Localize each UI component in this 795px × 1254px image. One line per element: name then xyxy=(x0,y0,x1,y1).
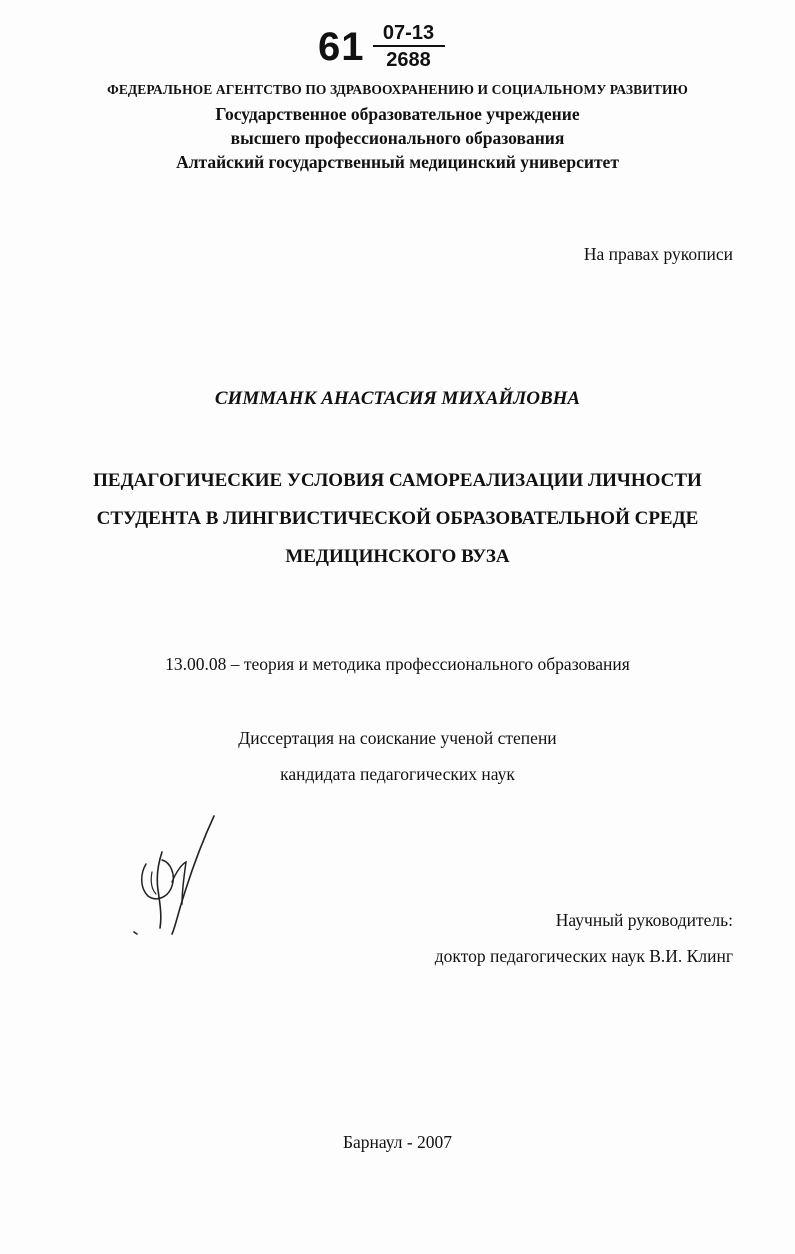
thesis-title-line-2: СТУДЕНТА В ЛИНГВИСТИЧЕСКОЙ ОБРАЗОВАТЕЛЬНОЙ СРЕДЕ xyxy=(96,508,699,529)
handwritten-signature-icon xyxy=(128,812,228,944)
dissertation-line-2: кандидата педагогических наук xyxy=(280,764,515,784)
stamp-numerator: 07-13 xyxy=(382,22,435,44)
stamp-denominator: 2688 xyxy=(386,49,431,71)
stamp-fraction xyxy=(373,22,445,71)
supervisor-name: доктор педагогических наук В.И. Клинг xyxy=(434,946,733,966)
city-year: Барнаул - 2007 xyxy=(342,1132,453,1152)
stamp-fraction-bar xyxy=(373,45,445,47)
institution-line-2: высшего профессионального образования xyxy=(230,128,565,148)
catalog-stamp xyxy=(318,22,445,71)
institution-line-3: Алтайский государственный медицинский университет xyxy=(176,152,619,172)
specialty-code: 13.00.08 – теория и методика профессионального образования xyxy=(165,654,630,674)
author-name: СИММАНК АНАСТАСИЯ МИХАЙЛОВНА xyxy=(214,388,581,409)
institution-line-1: Государственное образовательное учреждение xyxy=(215,104,580,124)
dissertation-line-1: Диссертация на соискание ученой степени xyxy=(238,728,557,748)
thesis-title-line-3: МЕДИЦИНСКОГО ВУЗА xyxy=(285,546,510,567)
stamp-main-number: 61 xyxy=(318,24,365,69)
agency-name: ФЕДЕРАЛЬНОЕ АГЕНТСТВО ПО ЗДРАВООХРАНЕНИЮ И СОЦИАЛЬНОМУ РАЗВИТИЮ xyxy=(107,82,688,97)
supervisor-label: Научный руководитель: xyxy=(555,910,733,930)
manuscript-rights-note: На правах рукописи xyxy=(583,244,733,264)
thesis-title-line-1: ПЕДАГОГИЧЕСКИЕ УСЛОВИЯ САМОРЕАЛИЗАЦИИ ЛИЧНОСТИ xyxy=(93,470,702,491)
